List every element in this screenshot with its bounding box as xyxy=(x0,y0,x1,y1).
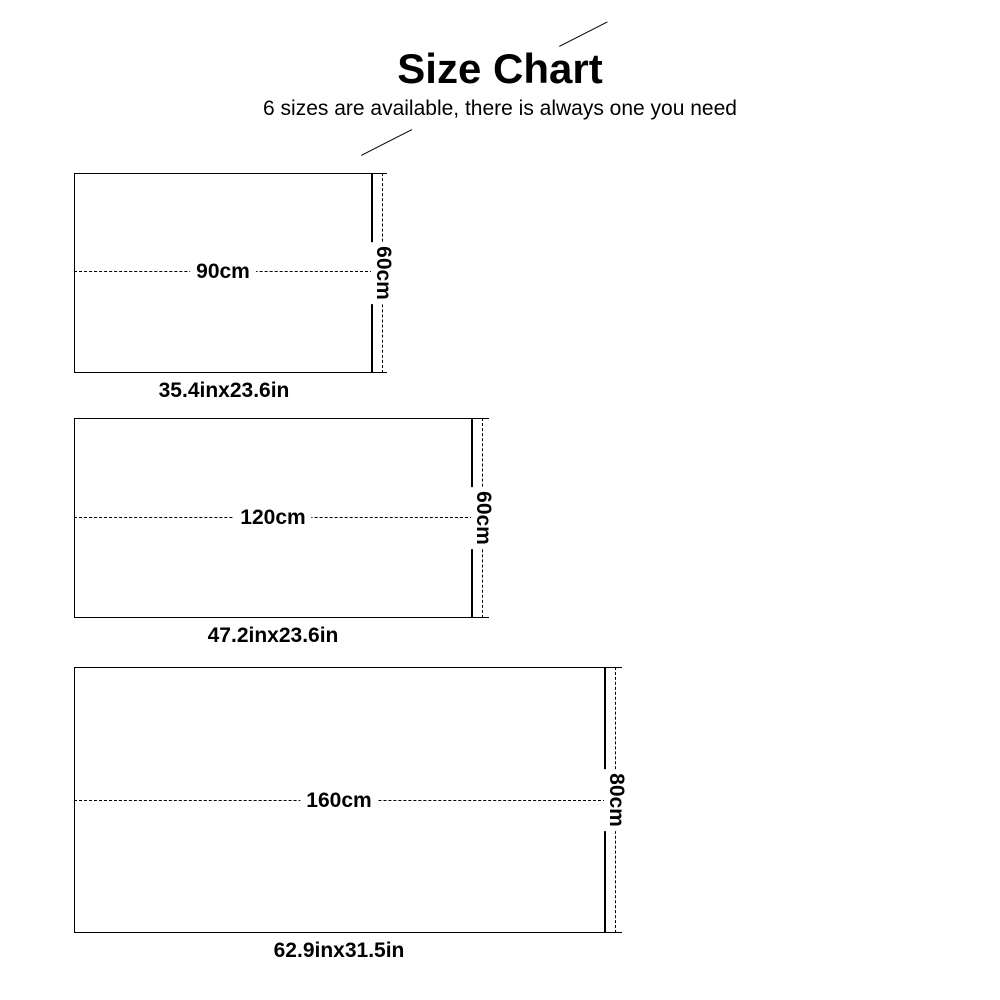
height-tick-bottom xyxy=(604,932,622,933)
height-label: 80cm xyxy=(604,769,628,831)
height-tick-bottom xyxy=(471,617,489,618)
height-label: 60cm xyxy=(471,487,495,549)
width-label: 120cm xyxy=(234,505,311,531)
inch-size-label: 47.2inx23.6in xyxy=(207,624,339,647)
size-diagram-3 xyxy=(74,667,634,967)
inch-size-label: 35.4inx23.6in xyxy=(158,379,290,402)
size-diagram-1 xyxy=(74,173,394,403)
width-label: 90cm xyxy=(190,259,256,285)
page-title: Size Chart xyxy=(397,45,603,92)
decorative-line-bottom xyxy=(361,129,412,156)
height-tick-top xyxy=(371,173,387,174)
height-tick-bottom xyxy=(371,372,387,373)
height-tick-top xyxy=(604,667,622,668)
height-tick-top xyxy=(471,418,489,419)
height-label: 60cm xyxy=(371,242,395,304)
size-diagram-2 xyxy=(74,418,494,653)
width-label: 160cm xyxy=(300,788,377,814)
inch-size-label: 62.9inx31.5in xyxy=(273,939,405,962)
page-subtitle: 6 sizes are available, there is always one you need xyxy=(263,97,737,120)
